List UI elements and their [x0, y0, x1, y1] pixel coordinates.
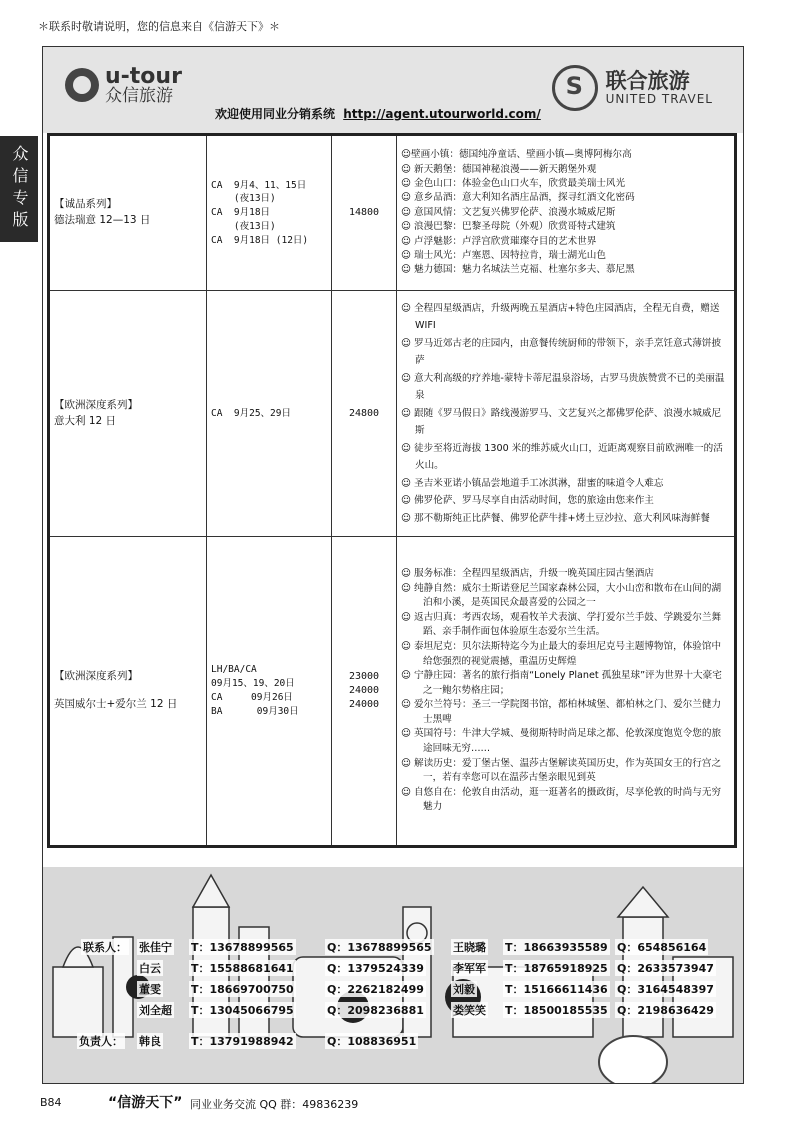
contact-name: 刘毅	[453, 983, 475, 996]
manager-row	[43, 1033, 743, 1051]
route-series: 【欧洲深度系列】	[54, 398, 138, 411]
contact-tel: T：18669700750	[191, 983, 294, 996]
table-row	[49, 291, 736, 537]
page-number: B84	[40, 1096, 62, 1109]
list-item: ☺ 意国风情：文艺复兴佛罗伦萨、浪漫水城威尼斯	[401, 206, 616, 218]
contact-name: 刘全超	[139, 1004, 172, 1017]
route-name: 德法瑞意 12—13 日	[54, 214, 151, 226]
welcome-text: 欢迎使用同业分销系统	[215, 107, 336, 121]
table-row	[49, 537, 736, 847]
list-item: ☺ 罗马近郊古老的庄园内，由意餐传统厨师的带领下，亲手烹饪意式薄饼披萨	[401, 337, 722, 367]
contact-qq: Q：2098236881	[327, 1004, 424, 1017]
list-item: ☺ 金色山口：体验金色山口火车，欣赏最美瑞士风光	[401, 177, 626, 189]
utour-logo-icon	[65, 68, 99, 102]
contact-qq: Q：3164548397	[617, 983, 714, 996]
list-item: ☺ 浪漫巴黎：巴黎圣母院（外观）欣赏哥特式建筑	[401, 221, 616, 233]
route-dates: CA 9月4、11、15日 (夜13日) CA 9月18日 (夜13日) CA 9月18日 (12日)	[207, 135, 332, 291]
footer-brand: “信游天下”	[108, 1095, 183, 1111]
route-name-cell	[49, 135, 207, 291]
list-item: ☺ 佛罗伦萨、罗马尽享自由活动时间，您的旅途由您来作主	[401, 495, 654, 507]
contact-panel	[43, 867, 743, 1083]
united-travel-logo-icon	[552, 65, 598, 111]
route-price: 24000	[348, 685, 380, 696]
list-item: ☺ 英国符号：牛津大学城、曼彻斯特时尚足球之都、伦敦深度饱览令您的旅途回味无穷……	[401, 728, 722, 755]
list-item: ☺ 解读历史：爱丁堡古堡、温莎古堡解读英国历史，作为英国女王的行宫之一，若有幸您可以在温莎古堡亲眼见到英	[401, 757, 722, 784]
list-item: ☺ 全程四星级酒店，升级两晚五星酒店+特色庄园酒店，全程无自费，赠送WIFI	[401, 302, 720, 332]
united-travel-logo-cn: 联合旅游	[605, 68, 690, 93]
list-item: ☺ 纯静自然：威尔士斯诺登尼兰国家森林公园，大小山峦和散布在山间的湖泊和小溪，是英国民众最喜爱的公园之一	[401, 582, 722, 609]
manager-tel: T：13791988942	[191, 1035, 294, 1048]
list-item: ☺ 爱尔兰符号：圣三一学院图书馆，都柏林城堡、都柏林之门、爱尔兰健力士黑啤	[401, 699, 722, 725]
route-name-cell	[49, 537, 207, 847]
contact-tel: T：18765918925	[505, 962, 608, 975]
list-item: ☺ 新天鹅堡：德国神秘浪漫——新天鹅堡外观	[401, 163, 597, 175]
route-features	[397, 291, 736, 537]
contact-name: 张佳宁	[139, 941, 172, 954]
route-price: 14800	[348, 207, 380, 218]
contact-qq: Q：2198636429	[617, 1004, 714, 1017]
list-item: ☺ 徒步至将近海拔 1300 米的维苏威火山口，近距离观察目前欧洲唯一的活火山。	[401, 442, 723, 472]
route-series: 【诚品系列】	[54, 198, 117, 211]
manager-name: 韩良	[139, 1035, 161, 1048]
route-name-cell	[49, 291, 207, 537]
route-series: 【欧洲深度系列】	[54, 670, 138, 683]
contact-tel: T：15588681641	[191, 962, 294, 975]
list-item: ☺ 那不勒斯纯正比萨餐、佛罗伦萨牛排+烤土豆沙拉、意大利风味海鲜餐	[401, 512, 710, 524]
utour-logo-en: u-tour	[105, 64, 182, 89]
list-item: ☺ 卢浮魅影：卢浮宫欣赏璀璨夺目的艺术世界	[401, 235, 597, 247]
route-price: 24800	[348, 407, 380, 419]
list-item: ☺ 宁静庄园：著名的旅行指南“Lonely Planet 孤独星球”评为世界十大豪宅之一鲍尔势格庄园；	[401, 670, 722, 696]
contact-name: 董雯	[139, 983, 161, 996]
list-item: ☺ 瑞士风光：卢塞恩、因特拉肯，瑞士湖光山色	[401, 250, 606, 262]
list-item: ☺ 返古归真：考西农场，观看牧羊犬表演、学打爱尔兰手鼓、学跳爱尔兰舞蹈、亲手制作面包体验原生态爱尔兰生活。	[401, 611, 722, 638]
contact-name: 白云	[139, 962, 161, 975]
utour-logo	[65, 65, 182, 106]
contact-row	[43, 960, 743, 978]
contact-note: ＊联系时敬请说明，您的信息来自《信游天下》＊	[38, 20, 280, 33]
contact-row	[43, 1002, 743, 1020]
agent-url-link[interactable]: http://agent.utourworld.com/	[343, 107, 541, 121]
contact-tel: T：15166611436	[505, 983, 608, 996]
route-features	[397, 537, 736, 847]
united-travel-logo-en: UNITED TRAVEL	[605, 91, 713, 106]
contact-qq: Q：2633573947	[617, 962, 714, 975]
list-item: ☺ 跟随《罗马假日》路线漫游罗马、文艺复兴之都佛罗伦萨、浪漫水城威尼斯	[401, 407, 722, 437]
route-dates: LH/BA/CA 09月15、19、20日 CA 09月26日 BA 09月30日	[207, 537, 332, 847]
brochure-page	[42, 46, 744, 1084]
contact-tel: T：13678899565	[191, 941, 294, 954]
route-table	[47, 133, 737, 848]
contact-qq: Q：13678899565	[327, 941, 432, 954]
manager-qq: Q：108836951	[327, 1035, 417, 1048]
list-item: ☺ 圣吉米亚诺小镇品尝地道手工冰淇淋，甜蜜的味道令人难忘	[401, 477, 664, 489]
route-name: 英国威尔士+爱尔兰 12 日	[54, 698, 178, 710]
footer-qq-group: 同业业务交流 QQ 群：49836239	[190, 1098, 359, 1111]
contacts-label: 联系人：	[83, 941, 127, 954]
manager-label: 负责人：	[79, 1035, 123, 1048]
route-price-cell	[332, 135, 397, 291]
route-price: 24000	[348, 699, 380, 710]
route-dates: CA 9月25、29日	[207, 291, 332, 537]
united-travel-logo	[552, 65, 713, 111]
contact-qq: Q：1379524339	[327, 962, 424, 975]
contact-tel: T：18663935589	[505, 941, 608, 954]
header-banner	[43, 47, 743, 133]
route-name: 意大利 12 日	[54, 414, 117, 427]
utour-logo-cn: 众信旅游	[105, 86, 173, 107]
contact-name: 娄笑笑	[453, 1004, 486, 1017]
list-item: ☺ 服务标准：全程四星级酒店，升级一晚英国庄园古堡酒店	[401, 567, 654, 579]
side-tab-label: 众信专版	[0, 136, 38, 242]
list-item: ☺壁画小镇：德国纯净童话、壁画小镇—奥博阿梅尔高	[401, 149, 632, 161]
route-price-cell	[332, 537, 397, 847]
route-price-cell	[332, 291, 397, 537]
contact-qq: Q：654856164	[617, 941, 707, 954]
route-price: 23000	[348, 671, 380, 682]
contact-name: 李军军	[453, 962, 486, 975]
contact-tel: T：18500185535	[505, 1004, 608, 1017]
contact-tel: T：13045066795	[191, 1004, 294, 1017]
contact-name: 王晓璐	[453, 941, 486, 954]
list-item: ☺ 泰坦尼克：贝尔法斯特迄今为止最大的泰坦尼克号主题博物馆，体验馆中给您强烈的视觉震撼，重温历史辉煌	[401, 640, 722, 667]
table-row	[49, 135, 736, 291]
contact-row	[43, 939, 743, 957]
list-item: ☺ 魅力德国：魅力名城法兰克福、杜塞尔多夫、慕尼黑	[401, 264, 635, 276]
list-item: ☺ 意大利高级的疗养地-蒙特卡蒂尼温泉浴场，古罗马贵族赞赏不已的美丽温泉	[401, 372, 725, 402]
list-item: ☺ 自悠自在：伦敦自由活动，逛一逛著名的摄政街，尽享伦敦的时尚与无穷魅力	[401, 786, 722, 813]
route-features	[397, 135, 736, 291]
contact-row	[43, 981, 743, 999]
contact-qq: Q：2262182499	[327, 983, 424, 996]
welcome-line	[215, 105, 541, 122]
list-item: ☺ 意乡品酒：意大利知名酒庄品酒，探寻红酒文化密码	[401, 192, 635, 204]
